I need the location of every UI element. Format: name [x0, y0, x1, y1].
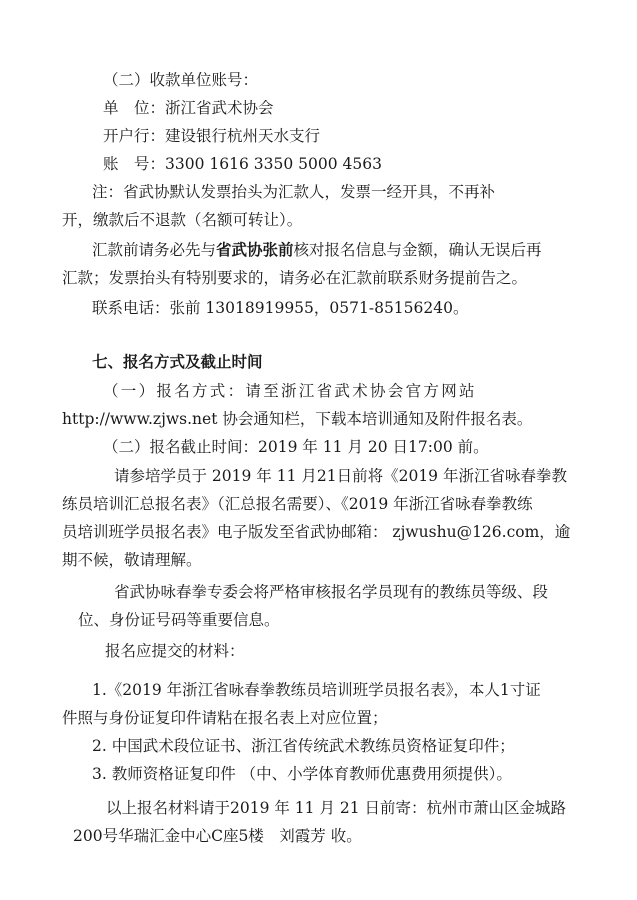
- remit-text-a: 汇款前请务必先与: [92, 241, 217, 259]
- para1-line-1: 请参培学员于 2019 年 11 月21日前将《2019 年浙江省咏春拳教: [114, 467, 567, 485]
- account-heading: （二）收款单位账号：: [103, 71, 259, 89]
- contact-line: 联系电话：张前 13018919955，0571-85156240。: [92, 299, 469, 317]
- deadline-line: （二）报名截止时间：2019 年 11 月 20 日17:00 前。: [103, 438, 489, 456]
- method-line-2: http://www.zjws.net 协会通知栏，下载本培训通知及附件报名表。: [62, 410, 533, 428]
- material-item-2: 2. 中国武术段位证书、浙江省传统武术教练员资格证复印件；: [92, 737, 515, 755]
- para1-line-2: 练员培训汇总报名表》（汇总报名需要）、《2019 年浙江省咏春拳教练: [62, 495, 533, 513]
- mail-line-1: 以上报名材料请于2019 年 11 月 21 日前寄：杭州市萧山区金城路: [106, 799, 567, 817]
- account-number-row: [103, 154, 382, 174]
- note-line-2: 开，缴款后不退款（名额可转让）。: [62, 211, 303, 229]
- para1-line-3: 员培训班学员报名表》电子版发至省武协邮箱： zjwushu@126.com，逾: [62, 523, 571, 541]
- bank-label: 开户行：: [103, 127, 166, 145]
- para2-line-1: 省武协咏春拳专委会将严格审核报名学员现有的教练员等级、段: [114, 583, 549, 601]
- bank-row: [103, 126, 320, 146]
- section-7-title: 七、报名方式及截止时间: [92, 352, 263, 371]
- account-number-label: 账 号：: [103, 155, 166, 173]
- mail-line-2: 200号华瑞汇金中心C座5楼 刘霞芳 收。: [73, 827, 362, 845]
- unit-label: 单 位：: [103, 99, 166, 117]
- method-line-1: （一）报名方式：请至浙江省武术协会官方网站: [103, 382, 477, 400]
- remit-line-1: [92, 240, 542, 260]
- note-line-1: 注：省武协默认发票抬头为汇款人，发票一经开具，不再补: [92, 183, 496, 201]
- material-item-1-a: 1.《2019 年浙江省咏春拳教练员培训班学员报名表》，本人1寸证: [92, 681, 541, 699]
- bank-value: 建设银行杭州天水支行: [165, 127, 321, 145]
- account-number-value: 3300 1616 3350 5000 4563: [165, 155, 382, 173]
- remit-line-2: 汇款；发票抬头有特别要求的，请务必在汇款前联系财务提前告之。: [62, 269, 528, 287]
- material-item-3: 3. 教师资格证复印件 （中、小学体育教师优惠费用须提供）。: [92, 765, 512, 783]
- unit-value: 浙江省武术协会: [165, 99, 274, 117]
- para2-line-2: 位、身份证号码等重要信息。: [78, 611, 280, 629]
- unit-row: [103, 98, 274, 118]
- material-item-1-b: 件照与身份证复印件请粘在报名表上对应位置；: [62, 709, 388, 727]
- para1-line-4: 期不候，敬请理解。: [62, 551, 202, 569]
- remit-text-b: 核对报名信息与金额，确认无误后再: [293, 241, 542, 259]
- materials-heading: 报名应提交的材料：: [105, 642, 245, 660]
- remit-contact-name: 省武协张前: [216, 240, 294, 259]
